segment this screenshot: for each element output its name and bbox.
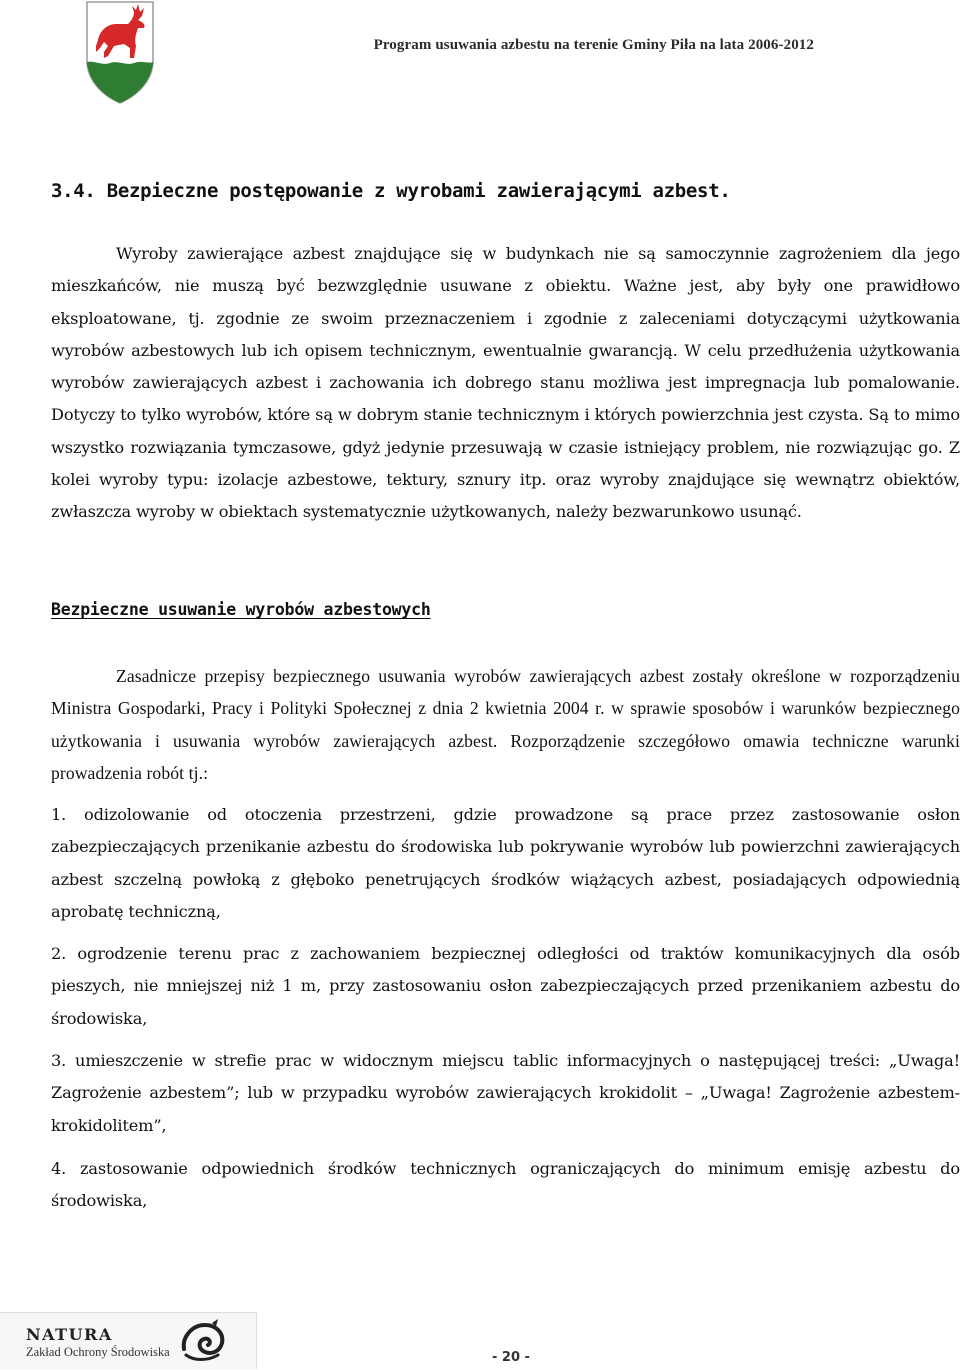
section-paragraph: Wyroby zawierające azbest znajdujące się w budynkach nie są samoczynnie zagrożeniem dla jego mieszkańców, nie muszą być bezwzględnie usuwane z obiektu. Ważne jest, aby były one prawidłowo eksploatowane, tj. zgodnie ze swoim przeznaczeniem i zgodnie z zaleceniami dotyczącymi użytkowania wyrobów azbestowych lub ich opisem technicznym, ewentualnie gwarancją. W celu przedłużenia użytkowania wyrobów zawierających azbest i zachowania ich dobrego stanu możliwa jest impregnacja lub pomalowanie. Dotyczy to tylko wyrobów, które są w dobrym stanie technicznym i których powierzchnia jest czysta. Są to mimo wszystko rozwiązania tymczasowe, gdyż jedynie przesuwają w czasie istniejący problem, nie rozwiązując go. Z kolei wyroby typu: izolacje azbestowe, tektury, sznury itp. oraz wyroby znajdujące się wewnątrz obiektów, zwłaszcza wyroby w obiektach systematycznie użytkowanych, należy bezwarunkowo usunąć. (51, 244, 960, 522)
coat-of-arms-icon (84, 0, 156, 104)
natura-swirl-icon (178, 1319, 228, 1363)
footer-brand-subtitle: Zakład Ochrony Środowiska (26, 1345, 170, 1359)
list-item: 3. umieszczenie w strefie prac w widocznym miejscu tablic informacyjnych o następującej treści: „Uwaga! Zagrożenie azbestem”; lub w przypadku wyrobów zawierających krokidolit – „Uwaga! Zagrożenie azbestem-krokidolitem”, (51, 1051, 960, 1135)
list-item: 4. zastosowanie odpowiednich środków technicznych ograniczających do minimum emisję azbestu do środowiska, (51, 1159, 960, 1211)
page-number: - 20 - (492, 1350, 530, 1365)
section-heading: 3.4. Bezpieczne postępowanie z wyrobami zawierającymi azbest. (51, 180, 731, 202)
subsection-paragraph: Zasadnicze przepisy bezpiecznego usuwania wyrobów zawierających azbest zostały określone w rozporządzeniu Ministra Gospodarki, Pracy i Polityki Społecznej z dnia 2 kwietnia 2004 r. w sprawie sposobów i warunków bezpiecznego użytkowania i usuwania wyrobów zawierających azbest. Rozporządzenie szczegółowo omawia techniczne warunki prowadzenia robót tj.: (51, 666, 960, 783)
footer-logo (0, 1312, 257, 1369)
footer-brand: NATURA (26, 1325, 113, 1344)
list-item: 1. odizolowanie od otoczenia przestrzeni, gdzie prowadzone są prace przez zastosowanie osłon zabezpieczających przenikanie azbestu do środowiska lub pokrywanie wyrobów lub powierzchni zawierających azbest szczelną powłoką z głęboko penetrujących środków wiążących azbest, posiadających odpowiednią aprobatę techniczną, (51, 805, 960, 921)
document-header-title: Program usuwania azbestu na terenie Gminy Piła na lata 2006-2012 (373, 37, 814, 53)
subsection-heading: Bezpieczne usuwanie wyrobów azbestowych (51, 600, 431, 619)
list-item: 2. ogrodzenie terenu prac z zachowaniem bezpiecznej odległości od traktów komunikacyjnych dla osób pieszych, nie mniejszej niż 1 m, przy zastosowaniu osłon zabezpieczających przed przenikaniem azbestu do środowiska, (51, 944, 960, 1028)
